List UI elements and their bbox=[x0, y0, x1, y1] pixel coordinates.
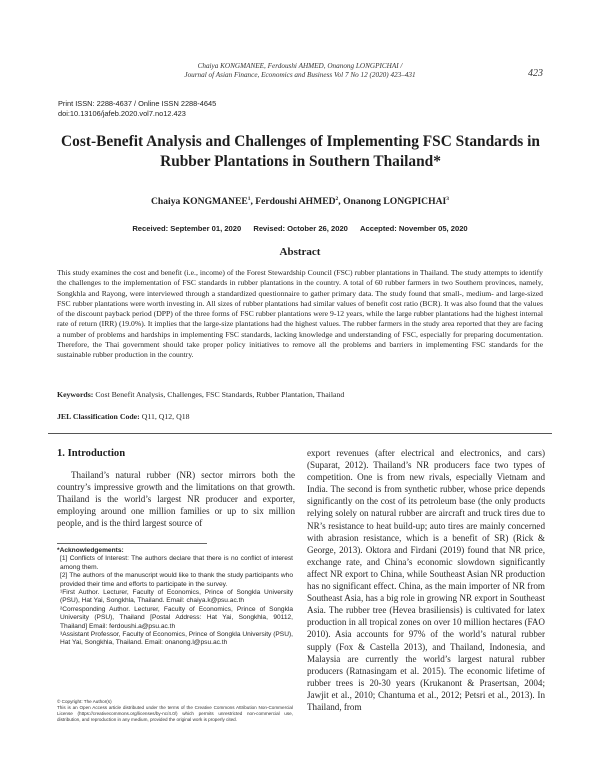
author-list bbox=[50, 196, 550, 207]
footnote-item: ²Corresponding Author. Lecturer, Faculty of Economics, Prince of Songkla University (PSU), Thailand [Postal Address: Hat Yai, Songkhla, 90112, Thailand] Email: ferdoushi.a@psu.ac.th bbox=[60, 605, 293, 630]
section-divider bbox=[48, 433, 552, 434]
page-number: 423 bbox=[528, 68, 543, 79]
author-3: Onanong LONGPICHAI$^3$ bbox=[343, 196, 449, 208]
keywords-text: Cost Benefit Analysis, Challenges, FSC Standards, Rubber Plantation, Thailand bbox=[95, 390, 345, 399]
jel-codes: Q11, Q12, Q18 bbox=[141, 412, 190, 421]
introduction-left-column: Thailand’s natural rubber (NR) sector mirrors both the country’s impressive growth and the limitations on that growth. Thailand is the world’s largest NR producer and exporter, employing around one million families or up to six million people, and is the third largest source of bbox=[57, 470, 295, 529]
footnote-item: [2] The authors of the manuscript would like to thank the study participants who provided their time and efforts to participate in the survey. bbox=[60, 572, 293, 588]
paper-title bbox=[48, 132, 553, 172]
running-head-authors: Chaiya KONGMANEE, Ferdoushi AHMED, Onanong LONGPICHAI / bbox=[197, 62, 403, 70]
accepted-date: Accepted: November 05, 2020 bbox=[360, 224, 468, 233]
doi-line[interactable]: doi:10.13106/jafeb.2020.vol7.no12.423 bbox=[58, 108, 186, 118]
author-2: Ferdoushi AHMED$^2$, bbox=[255, 196, 344, 208]
paper-title-line-1: Cost-Benefit Analysis and Challenges of Implementing FSC Standards in bbox=[61, 133, 540, 150]
copyright-notice bbox=[57, 699, 293, 723]
issn-line: Print ISSN: 2288-4637 / Online ISSN 2288-4645 bbox=[58, 99, 217, 108]
received-date: Received: September 01, 2020 bbox=[132, 224, 242, 233]
footnote-item: [1] Conflicts of Interest: The authors declare that there is no conflict of interest among them. bbox=[60, 555, 293, 571]
footnote-divider bbox=[57, 543, 207, 544]
keywords-label: Keywords: bbox=[57, 390, 94, 399]
issn-block bbox=[58, 99, 216, 118]
footnote-item: ³Assistant Professor, Faculty of Economics, Prince of Songkla University (PSU), Hat Yai, Songkhla, Thailand. Email: onanong.l@psu.ac.th bbox=[60, 631, 293, 647]
introduction-heading: 1. Introduction bbox=[57, 448, 126, 459]
jel-classification bbox=[57, 412, 543, 421]
abstract-text: This study examines the cost and benefit (i.e., income) of the Forest Stewardship Council (FSC) rubber plantations in Thailand. The study attempts to identify the challenges to the implementation of FSC standards in rubber plantations in the country. A total of 60 rubber farmers in two Southern provinces, namely, Songkhla and Rayong, were interviewed through a standardized questionnaire to gather primary data. The study found that small-, medium- and large-sized FSC rubber plantations were worth investing in. All sizes of rubber plantations had similar values of benefit cost ratio (BCR). It was also found that the values of the discount payback period (DPP) of the three forms of FSC rubber plantations were 9-12 years, while the large rubber plantations had the highest internal rate of return (IRR) (19.0%). It implies that the large-size plantations had the highest values. The rubber farmers in the study area reported that they are facing a number of problems and hardships in implementing FSC standards, lacking knowledge and understanding of FSC, especially for preparing documentation. Therefore, the Thai government should take proper policy initiatives to remove all the problems and barriers in implementing FSC standards for the sustainable rubber production in the country. bbox=[57, 268, 543, 360]
article-dates bbox=[50, 224, 550, 233]
introduction-right-column: export revenues (after electrical and electronics, and cars) (Suparat, 2012). Thailand’s NR producers face two types of competition. One is from new rivals, especially Vietnam and India. The second is from synthetic rubber, whose price depends significantly on the cost of its petroleum base (the only products relying solely on natural rubber are aircraft and truck tires due to NR’s resistance to heat build-up; auto tires are mainly concerned with abrasion resistance, which is a benefit of SR) (Rick & George, 2013). Oktora and Firdani (2019) found that NR price, exchange rate, and China’s economic slowdown significantly affect NR export to China, while Southeast Asian NR production has no significant effect. China, as the main importer of NR from Southeast Asia, has a big role in growing NR export in Southeast Asia. The rubber tree (Hevea brasiliensis) is cultivated for latex production in all tropical zones on over 10 million hectares (FAO 2010). Asia accounts for 97% of the world’s natural rubber supply (Fox & Castella 2013), and Thailand, Indonesia, and Malaysia are currently the world’s largest natural rubber producers (Ratnasingam et al. 2015). The economic lifetime of rubber trees is 20-30 years (Krukanont & Prasertsan, 2004; Jawjit et al., 2010; Chantuma et al., 2012; Petsri et al., 2013). In Thailand, from bbox=[307, 448, 545, 712]
paper-title-line-2: Rubber Plantations in Southern Thailand* bbox=[160, 153, 441, 170]
abstract-heading: Abstract bbox=[279, 246, 321, 258]
keywords bbox=[57, 390, 543, 399]
footnotes bbox=[57, 547, 293, 648]
revised-date: Revised: October 26, 2020 bbox=[253, 224, 348, 233]
footnotes-title: *Acknowledgements: bbox=[57, 547, 124, 554]
running-head bbox=[150, 62, 450, 80]
license-text: This is an Open Access article distributed under the terms of the Creative Commons Attribution Non-Commercial License (https://creativecommons.org/licenses/by-nc/4.0/) which permits unrestricted non-commercial use, distribution, and reproduction in any medium, provided the original work is properly cited. bbox=[57, 705, 293, 723]
footnote-item: ¹First Author. Lecturer, Faculty of Economics, Prince of Songkla University (PSU), Hat Yai, Songkhla, Thailand. Email: chaiya.k@psu.ac.th bbox=[60, 589, 293, 605]
jel-label: JEL Classification Code: bbox=[57, 412, 140, 421]
running-head-journal: Journal of Asian Finance, Economics and Business Vol 7 No 12 (2020) 423–431 bbox=[184, 71, 416, 79]
author-1: Chaiya KONGMANEE$^1$, bbox=[151, 196, 256, 208]
copyright-line: © Copyright: The Author(s) bbox=[57, 699, 112, 704]
